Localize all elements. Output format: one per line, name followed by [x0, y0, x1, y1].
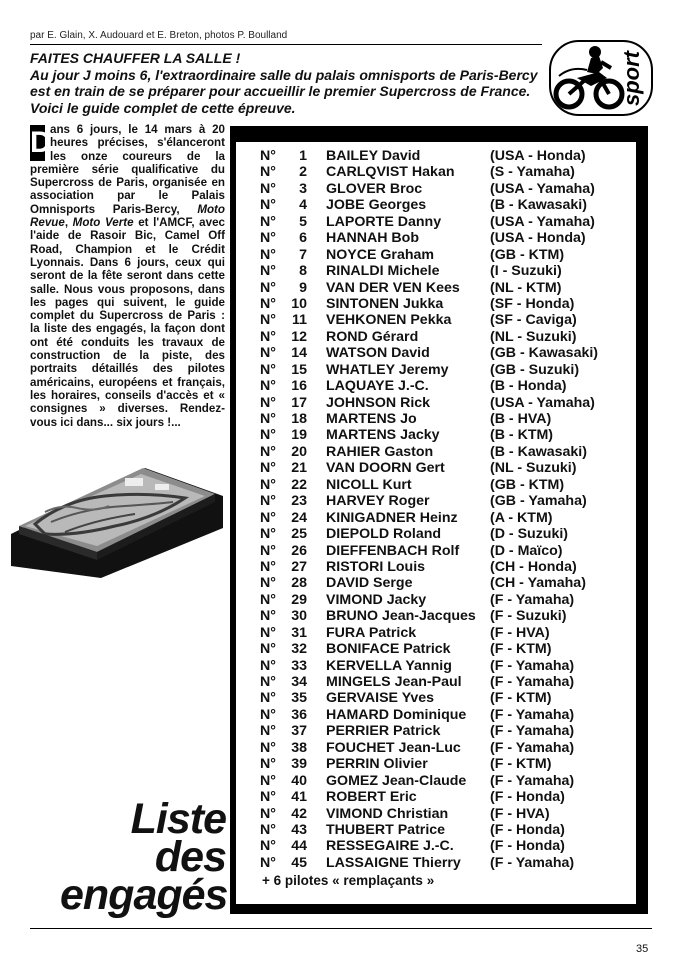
entry-nation-team: (USA - Yamaha)	[490, 394, 595, 411]
entry-row	[260, 723, 640, 739]
entry-number: 45	[291, 854, 307, 871]
entry-no-label: N°	[260, 328, 276, 345]
entry-number: 18	[291, 411, 307, 427]
entry-nation-team: (F - Yamaha)	[490, 739, 575, 756]
entry-nation-team: (SF - Honda)	[490, 295, 575, 312]
entry-nation-team: (GB - Suzuki)	[490, 361, 580, 378]
entry-no-label: N°	[260, 772, 276, 789]
entry-nation-team: (CH - Honda)	[490, 558, 577, 575]
entry-no-label: N°	[260, 854, 276, 871]
entry-nation-team: (B - Kawasaki)	[490, 443, 587, 460]
entry-row	[260, 378, 640, 394]
entry-nation-team: (F - Honda)	[490, 838, 565, 855]
entry-rider-name: BONIFACE Patrick	[326, 641, 451, 658]
entries-list	[260, 148, 640, 871]
entry-nation-team: (F - Yamaha)	[490, 657, 575, 674]
entry-rider-name: CARLQVIST Hakan	[326, 164, 455, 181]
entry-rider-name: LAQUAYE J.-C.	[326, 378, 429, 395]
entry-number: 19	[291, 427, 307, 444]
entry-number: 12	[291, 328, 307, 345]
entry-nation-team: (I - Suzuki)	[490, 263, 562, 280]
entry-number: 5	[299, 213, 307, 230]
entry-number: 25	[291, 526, 307, 543]
sport-logo-word: sport	[619, 51, 644, 107]
entry-nation-team: (USA - Honda)	[490, 148, 586, 164]
entry-row	[260, 822, 640, 838]
entry-rider-name: VIMOND Jacky	[326, 591, 427, 608]
entry-no-label: N°	[260, 295, 276, 312]
entry-no-label: N°	[260, 230, 276, 247]
entry-row	[260, 592, 640, 608]
entry-rider-name: DAVID Serge	[326, 575, 413, 592]
footer-divider	[30, 928, 652, 929]
entry-no-label: N°	[260, 821, 276, 838]
entry-no-label: N°	[260, 723, 276, 740]
entry-nation-team: (D - Maïco)	[490, 542, 563, 559]
entry-row	[260, 197, 640, 213]
entry-no-label: N°	[260, 180, 276, 197]
entry-number: 22	[291, 476, 307, 493]
article-text-part-1: ans 6 jours, le 14 mars à 20 heures précises, s'élanceront les onze coureurs de la première série qualificative du Supercross de Paris, organisée en association par le Palais Omnisports Paris-Bercy,	[30, 123, 225, 216]
entry-number: 10	[291, 295, 307, 312]
entry-row	[260, 230, 640, 246]
entry-row	[260, 806, 640, 822]
entry-nation-team: (F - Yamaha)	[490, 674, 575, 690]
entry-rider-name: BAILEY David	[326, 148, 421, 164]
track-model-photo	[5, 448, 227, 584]
entry-nation-team: (F - HVA)	[490, 805, 550, 822]
entry-rider-name: WATSON David	[326, 345, 430, 362]
article-body	[30, 123, 225, 429]
entry-number: 26	[291, 542, 307, 559]
entry-row	[260, 543, 640, 559]
entry-nation-team: (GB - Kawasaki)	[490, 345, 599, 362]
entry-rider-name: PERRIER Patrick	[326, 723, 441, 740]
entry-rider-name: VAN DER VEN Kees	[326, 279, 460, 296]
entry-rider-name: GOMEZ Jean-Claude	[326, 772, 467, 789]
entry-rider-name: RISTORI Louis	[326, 558, 426, 575]
entry-nation-team: (F - Honda)	[490, 821, 565, 838]
entry-rider-name: GLOVER Broc	[326, 180, 423, 197]
entry-row	[260, 164, 640, 180]
entry-row	[260, 427, 640, 443]
entry-no-label: N°	[260, 443, 276, 460]
entry-rider-name: JOHNSON Rick	[326, 394, 431, 411]
entry-nation-team: (F - HVA)	[490, 624, 550, 641]
entry-no-label: N°	[260, 558, 276, 575]
entry-rider-name: PERRIN Olivier	[326, 756, 428, 773]
title-line-1: Liste	[130, 795, 226, 843]
entry-nation-team: (NL - KTM)	[490, 279, 562, 296]
entry-number: 4	[299, 197, 307, 214]
intro-heading: FAITES CHAUFFER LA SALLE !	[30, 50, 241, 66]
entry-no-label: N°	[260, 608, 276, 625]
entry-rider-name: NICOLL Kurt	[326, 476, 412, 493]
entry-no-label: N°	[260, 345, 276, 362]
entry-number: 17	[291, 394, 307, 411]
entry-row	[260, 690, 640, 706]
entry-row	[260, 789, 640, 805]
entry-row	[260, 345, 640, 361]
entry-nation-team: (S - Yamaha)	[490, 164, 575, 181]
entry-no-label: N°	[260, 542, 276, 559]
entry-no-label: N°	[260, 706, 276, 723]
entry-nation-team: (GB - KTM)	[490, 476, 565, 493]
entry-rider-name: VEHKONEN Pekka	[326, 312, 452, 329]
entry-nation-team: (D - Suzuki)	[490, 526, 569, 543]
entry-number: 8	[299, 263, 307, 280]
entry-rider-name: FURA Patrick	[326, 624, 417, 641]
entry-no-label: N°	[260, 641, 276, 658]
entry-number: 37	[291, 723, 307, 740]
article-text-part-2: et l'AMCF, avec l'aide de Rasoir Bic, Camel Off Road, Champion et le Crédit Lyonnais. Dans 6 jours, ceux qui seront de la fête seront dans cette salle. Nous vous proposons, dans les pages qui suivent, le guide complet du Supercross de Paris : la liste des engagés, la façon dont ont été conduits les travaux de construction de la piste, des portraits détaillés des pilotes américains, européens et français, les horaires, conseils d'accès et « consignes » diverses. Rendez-vous ici dans... six jours !...	[30, 216, 225, 429]
intro-lead: Au jour J moins 6, l'extraordinaire salle du palais omnisports de Paris-Bercy est en train de se préparer pour accueillir le premier Supercross de France. Voici le guide complet de cette épreuve.	[30, 66, 538, 116]
title-line-2: des	[154, 833, 226, 881]
entry-rider-name: RESSEGAIRE J.-C.	[326, 838, 454, 855]
entry-nation-team: (SF - Caviga)	[490, 312, 577, 329]
entry-number: 7	[299, 246, 307, 263]
entry-rider-name: THUBERT Patrice	[326, 821, 446, 838]
entry-number: 32	[291, 641, 307, 658]
entry-row	[260, 674, 640, 690]
entry-nation-team: (GB - KTM)	[490, 246, 565, 263]
entry-no-label: N°	[260, 164, 276, 181]
entry-nation-team: (F - Suzuki)	[490, 608, 567, 625]
entry-no-label: N°	[260, 148, 276, 164]
credits-divider	[30, 44, 542, 45]
entry-nation-team: (CH - Yamaha)	[490, 575, 586, 592]
entry-no-label: N°	[260, 476, 276, 493]
entry-row	[260, 460, 640, 476]
entry-number: 21	[291, 460, 307, 477]
entry-number: 2	[299, 164, 307, 181]
entry-row	[260, 444, 640, 460]
entry-rider-name: FOUCHET Jean-Luc	[326, 739, 461, 756]
entry-row	[260, 362, 640, 378]
entry-rider-name: JOBE Georges	[326, 197, 427, 214]
entry-number: 16	[291, 378, 307, 395]
article-text-separator: ,	[64, 216, 73, 230]
entry-row	[260, 148, 640, 164]
entry-no-label: N°	[260, 674, 276, 690]
entry-number: 31	[291, 624, 307, 641]
entry-nation-team: (F - Yamaha)	[490, 706, 575, 723]
entry-nation-team: (F - Yamaha)	[490, 772, 575, 789]
entry-number: 34	[291, 674, 307, 690]
entry-row	[260, 263, 640, 279]
entry-row	[260, 181, 640, 197]
entry-no-label: N°	[260, 312, 276, 329]
entry-no-label: N°	[260, 591, 276, 608]
entry-row	[260, 625, 640, 641]
drop-cap: D	[30, 126, 52, 159]
entry-no-label: N°	[260, 657, 276, 674]
entry-number: 6	[299, 230, 307, 247]
entry-number: 30	[291, 608, 307, 625]
entry-rider-name: ROND Gérard	[326, 328, 419, 345]
entry-no-label: N°	[260, 246, 276, 263]
entry-no-label: N°	[260, 526, 276, 543]
entry-rider-name: DIEPOLD Roland	[326, 526, 442, 543]
title-line-3: engagés	[60, 871, 228, 919]
entry-row	[260, 312, 640, 328]
entry-number: 1	[299, 148, 307, 164]
entry-number: 41	[291, 789, 307, 806]
entry-number: 20	[291, 443, 307, 460]
entry-rider-name: BRUNO Jean-Jacques	[326, 608, 476, 625]
entry-number: 24	[291, 509, 307, 526]
intro-heading-block	[30, 50, 550, 116]
entry-no-label: N°	[260, 394, 276, 411]
entry-number: 36	[291, 706, 307, 723]
entry-no-label: N°	[260, 213, 276, 230]
entry-no-label: N°	[260, 427, 276, 444]
entry-nation-team: (USA - Yamaha)	[490, 213, 595, 230]
entry-no-label: N°	[260, 624, 276, 641]
entry-number: 33	[291, 657, 307, 674]
entry-nation-team: (NL - Suzuki)	[490, 328, 577, 345]
entry-nation-team: (B - KTM)	[490, 427, 554, 444]
entry-rider-name: NOYCE Graham	[326, 246, 435, 263]
entry-no-label: N°	[260, 378, 276, 395]
page-number: 35	[636, 943, 649, 955]
entry-row	[260, 411, 640, 427]
entry-rider-name: MARTENS Jacky	[326, 427, 440, 444]
entry-row	[260, 214, 640, 230]
entry-number: 15	[291, 361, 307, 378]
entry-rider-name: HAMARD Dominique	[326, 706, 467, 723]
entry-number: 44	[291, 838, 307, 855]
entry-row	[260, 855, 640, 871]
entry-no-label: N°	[260, 197, 276, 214]
entry-row	[260, 510, 640, 526]
entry-row	[260, 477, 640, 493]
entry-rider-name: SINTONEN Jukka	[326, 295, 444, 312]
entry-row	[260, 608, 640, 624]
entry-rider-name: ROBERT Eric	[326, 789, 417, 806]
moto-revue-title: Moto Revue	[30, 202, 225, 230]
entry-nation-team: (F - KTM)	[490, 756, 552, 773]
entry-number: 35	[291, 690, 307, 707]
entry-nation-team: (F - KTM)	[490, 690, 552, 707]
entry-nation-team: (F - Yamaha)	[490, 723, 575, 740]
entry-rider-name: MINGELS Jean-Paul	[326, 674, 462, 690]
entry-number: 42	[291, 805, 307, 822]
entry-row	[260, 740, 640, 756]
entry-rider-name: RINALDI Michele	[326, 263, 440, 280]
entry-no-label: N°	[260, 493, 276, 510]
entry-nation-team: (A - KTM)	[490, 509, 553, 526]
entry-row	[260, 658, 640, 674]
entry-no-label: N°	[260, 838, 276, 855]
entry-rider-name: RAHIER Gaston	[326, 443, 434, 460]
entry-nation-team: (F - Honda)	[490, 789, 565, 806]
entry-rider-name: LAPORTE Danny	[326, 213, 442, 230]
sport-section-logo	[549, 40, 653, 116]
entry-nation-team: (B - HVA)	[490, 411, 552, 427]
entry-rider-name: GERVAISE Yves	[326, 690, 435, 707]
entry-row	[260, 395, 640, 411]
entry-row	[260, 493, 640, 509]
entry-row	[260, 526, 640, 542]
entry-row	[260, 280, 640, 296]
entry-row	[260, 247, 640, 263]
entry-no-label: N°	[260, 805, 276, 822]
entry-nation-team: (GB - Yamaha)	[490, 493, 587, 510]
entry-number: 29	[291, 591, 307, 608]
entry-row	[260, 707, 640, 723]
entry-rider-name: DIEFFENBACH Rolf	[326, 542, 460, 559]
entry-number: 27	[291, 558, 307, 575]
entry-nation-team: (B - Kawasaki)	[490, 197, 587, 214]
entry-row	[260, 559, 640, 575]
entry-rider-name: KINIGADNER Heinz	[326, 509, 458, 526]
entry-rider-name: HARVEY Roger	[326, 493, 430, 510]
entry-number: 40	[291, 772, 307, 789]
entry-nation-team: (F - Yamaha)	[490, 591, 575, 608]
entry-nation-team: (NL - Suzuki)	[490, 460, 577, 477]
entry-no-label: N°	[260, 361, 276, 378]
entry-nation-team: (F - Yamaha)	[490, 854, 575, 871]
page-title	[60, 795, 228, 919]
entry-row	[260, 838, 640, 854]
entry-no-label: N°	[260, 411, 276, 427]
entry-no-label: N°	[260, 690, 276, 707]
entry-rider-name: VIMOND Christian	[326, 805, 449, 822]
entry-no-label: N°	[260, 263, 276, 280]
entry-number: 14	[291, 345, 307, 362]
entry-number: 39	[291, 756, 307, 773]
entry-row	[260, 756, 640, 772]
entry-nation-team: (USA - Yamaha)	[490, 180, 595, 197]
entry-number: 23	[291, 493, 307, 510]
entry-no-label: N°	[260, 279, 276, 296]
entry-rider-name: WHATLEY Jeremy	[326, 361, 449, 378]
entry-nation-team: (B - Honda)	[490, 378, 567, 395]
entry-row	[260, 575, 640, 591]
entry-row	[260, 329, 640, 345]
entry-no-label: N°	[260, 509, 276, 526]
entry-number: 11	[292, 312, 307, 329]
entry-number: 43	[291, 821, 307, 838]
entry-no-label: N°	[260, 460, 276, 477]
entry-rider-name: LASSAIGNE Thierry	[326, 854, 461, 871]
entry-rider-name: VAN DOORN Gert	[326, 460, 445, 477]
entry-no-label: N°	[260, 575, 276, 592]
entry-number: 38	[291, 739, 307, 756]
entry-number: 9	[299, 279, 307, 296]
entry-number: 3	[299, 180, 307, 197]
entry-rider-name: MARTENS Jo	[326, 411, 417, 427]
entry-no-label: N°	[260, 756, 276, 773]
entry-rider-name: HANNAH Bob	[326, 230, 419, 247]
entry-row	[260, 773, 640, 789]
substitutes-note: + 6 pilotes « remplaçants »	[262, 873, 435, 888]
entry-nation-team: (F - KTM)	[490, 641, 552, 658]
entry-row	[260, 641, 640, 657]
entry-number: 28	[291, 575, 307, 592]
entry-row	[260, 296, 640, 312]
entry-rider-name: KERVELLA Yannig	[326, 657, 452, 674]
moto-verte-title: Moto Verte	[72, 216, 134, 230]
entry-nation-team: (USA - Honda)	[490, 230, 586, 247]
photo-credits: par E. Glain, X. Audouard et E. Breton, photos P. Boulland	[30, 30, 288, 41]
entry-no-label: N°	[260, 789, 276, 806]
entry-no-label: N°	[260, 739, 276, 756]
